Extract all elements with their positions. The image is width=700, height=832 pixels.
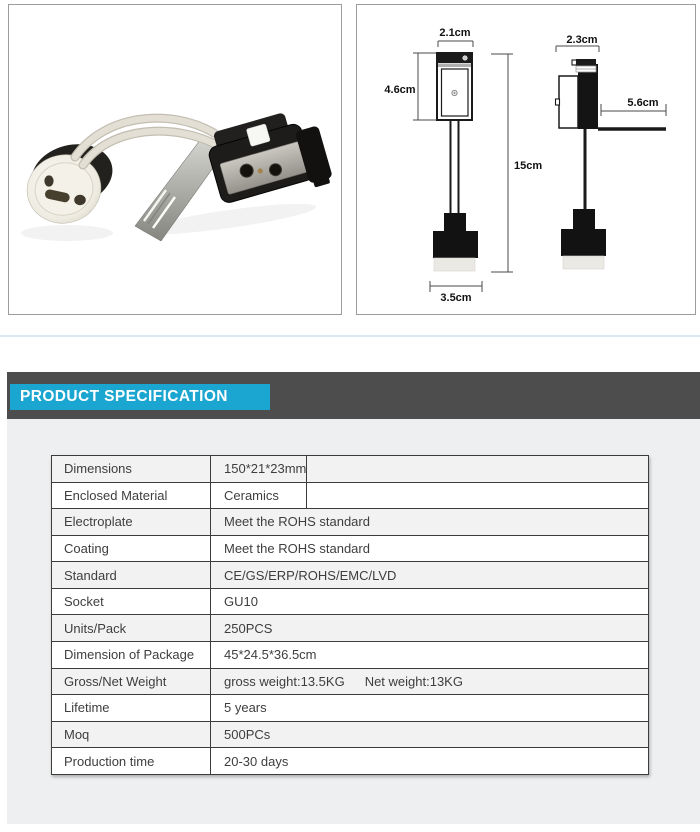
spec-label: Socket [52,589,211,615]
spec-row-socket [52,589,648,616]
gu10-socket [444,213,466,231]
section-divider [0,335,700,337]
spec-row-units-pack [52,615,648,642]
spec-row-moq [52,722,648,749]
spec-table [51,455,649,775]
spec-label: Gross/Net Weight [52,669,211,695]
spec-row-enclosed-material [52,483,648,510]
front-width-label: 2.1cm [439,27,471,39]
top-screw [463,56,467,60]
dimension-diagram [357,5,695,314]
cell-divider [306,483,307,509]
front-height-label: 4.6cm [384,84,416,96]
spec-label: Lifetime [52,695,211,721]
spec-row-dimensions [52,456,648,483]
spec-value: Ceramics [224,487,279,503]
spec-value: 45*24.5*36.5cm [224,647,317,663]
bracket-profile [559,76,578,128]
base-width-label: 3.5cm [440,292,472,304]
dimension-diagram-panel [356,4,696,315]
spec-section [7,419,700,824]
gu10-socket [573,209,595,229]
spec-label: Dimensions [52,456,211,482]
spec-value: Meet the ROHS standard [224,514,370,530]
cell-divider [306,456,307,482]
spec-row-gross-net-weight [52,669,648,696]
spec-row-electroplate [52,509,648,536]
spec-value: gross weight:13.5KG Net weight:13KG [224,673,463,689]
spec-value: 250PCS [224,620,273,636]
spec-row-lifetime [52,695,648,722]
front-view [384,27,542,304]
socket-hole [44,175,53,186]
spec-value: 150*21*23mm [224,461,307,477]
spec-label: Units/Pack [52,615,211,641]
spec-label: Enclosed Material [52,483,211,509]
spec-value: CE/GS/ERP/ROHS/EMC/LVD [224,567,397,583]
side-view [556,34,667,269]
product-photo-panel [8,4,342,315]
section-header-band [7,372,700,419]
spec-row-dimension-of-package [52,642,648,669]
arm-length-label: 5.6cm [627,97,659,109]
connector-block [203,104,334,213]
spec-value: Meet the ROHS standard [224,541,370,557]
spec-value: 5 years [224,700,267,716]
spec-value: 500PCs [224,727,271,743]
section-title: PRODUCT SPECIFICATION [20,388,228,405]
spec-label: Moq [52,722,211,748]
spec-label: Coating [52,536,211,562]
spec-row-production-time [52,748,648,774]
side-width-label: 2.3cm [566,34,598,46]
section-title-chip [10,384,270,410]
spec-value: GU10 [224,594,258,610]
overall-height-label: 15cm [514,160,543,172]
product-photo [9,5,341,314]
socket-hole [74,195,86,205]
spec-row-standard [52,562,648,589]
spec-label: Dimension of Package [52,642,211,668]
spec-label: Standard [52,562,211,588]
spec-row-coating [52,536,648,563]
spec-value: 20-30 days [224,753,289,769]
spec-label: Electroplate [52,509,211,535]
spec-label: Production time [52,748,211,774]
